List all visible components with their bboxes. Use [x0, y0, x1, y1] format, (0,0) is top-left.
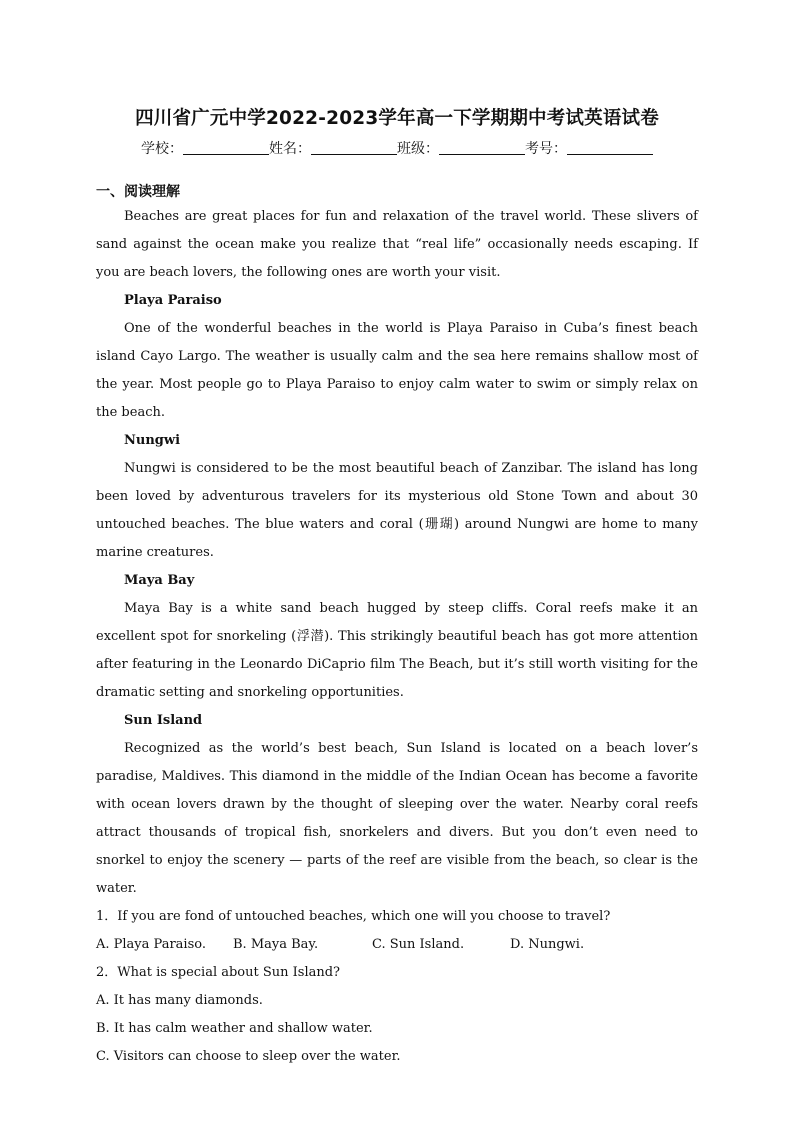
class-label: 班级： [397, 141, 439, 157]
beach-text-maya-bay: Maya Bay is a white sand beach hugged by steep cliffs. Coral reefs make it an excellent spot for snorkeling (浮潜). This strikingly beautiful beach has got more attention after featuring in the Leonardo DiCaprio film The Beach, but it’s still worth visiting for the dramatic setting and snorkeling opportunities. [96, 601, 698, 700]
beach-title-maya-bay: Maya Bay [124, 573, 195, 588]
student-info-fields [0, 138, 794, 158]
school-blank [183, 140, 269, 155]
question-2-stem: 2．What is special about Sun Island? [96, 965, 341, 980]
beach-text-nungwi: Nungwi is considered to be the most beautiful beach of Zanzibar. The island has long been loved by adventurous travelers for its mysterious old Stone Town and about 30 untouched beaches. The blue waters and coral (珊瑚) around Nungwi are home to many marine creatures. [96, 461, 698, 560]
beach-title-nungwi: Nungwi [124, 433, 181, 448]
q1-option-d: D. Nungwi. [510, 937, 585, 952]
class-blank [439, 140, 525, 155]
beach-title-sun-island: Sun Island [124, 713, 203, 728]
q2-option-b: B. It has calm weather and shallow water. [96, 1021, 373, 1036]
page-title: 四川省广元中学2022-2023学年高一下学期期中考试英语试卷 [135, 108, 659, 129]
beach-text-sun-island: Recognized as the world’s best beach, Sun Island is located on a beach lover’s paradise, Maldives. This diamond in the middle of the Indian Ocean has become a favorite with ocean lovers drawn by the thought of sleeping over the water. Nearby coral reefs attract thousands of tropical fish, snorkelers and divers. But you don’t even need to snorkel to enjoy the scenery — parts of the reef are visible from the beach, so clear is the water. [96, 741, 698, 896]
name-blank [311, 140, 397, 155]
question-1-options [96, 931, 698, 959]
exam-number-blank [567, 140, 653, 155]
name-label: 姓名： [269, 141, 311, 157]
q2-option-c: C. Visitors can choose to sleep over the water. [96, 1049, 401, 1064]
intro-paragraph: Beaches are great places for fun and relaxation of the travel world. These slivers of sand against the ocean make you realize that “real life” occasionally needs escaping. If you are beach lovers, the following ones are worth your visit. [96, 209, 698, 280]
question-1-stem: 1．If you are fond of untouched beaches, which one will you choose to travel? [96, 909, 611, 924]
q1-option-a: A. Playa Paraiso. [96, 937, 206, 952]
q1-option-b: B. Maya Bay. [233, 937, 319, 952]
reading-section [96, 181, 698, 1071]
exam-number-label: 考号： [525, 141, 567, 157]
beach-title-playa-paraiso: Playa Paraiso [124, 293, 222, 308]
q2-option-a: A. It has many diamonds. [96, 993, 263, 1008]
beach-text-playa-paraiso: One of the wonderful beaches in the world is Playa Paraiso in Cuba’s finest beach island Cayo Largo. The weather is usually calm and the sea here remains shallow most of the year. Most people go to Playa Paraiso to enjoy calm water to swim or simply relax on the beach. [96, 321, 698, 420]
q1-option-c: C. Sun Island. [372, 937, 465, 952]
section-heading: 一、阅读理解 [96, 184, 180, 200]
school-label: 学校： [141, 141, 183, 157]
